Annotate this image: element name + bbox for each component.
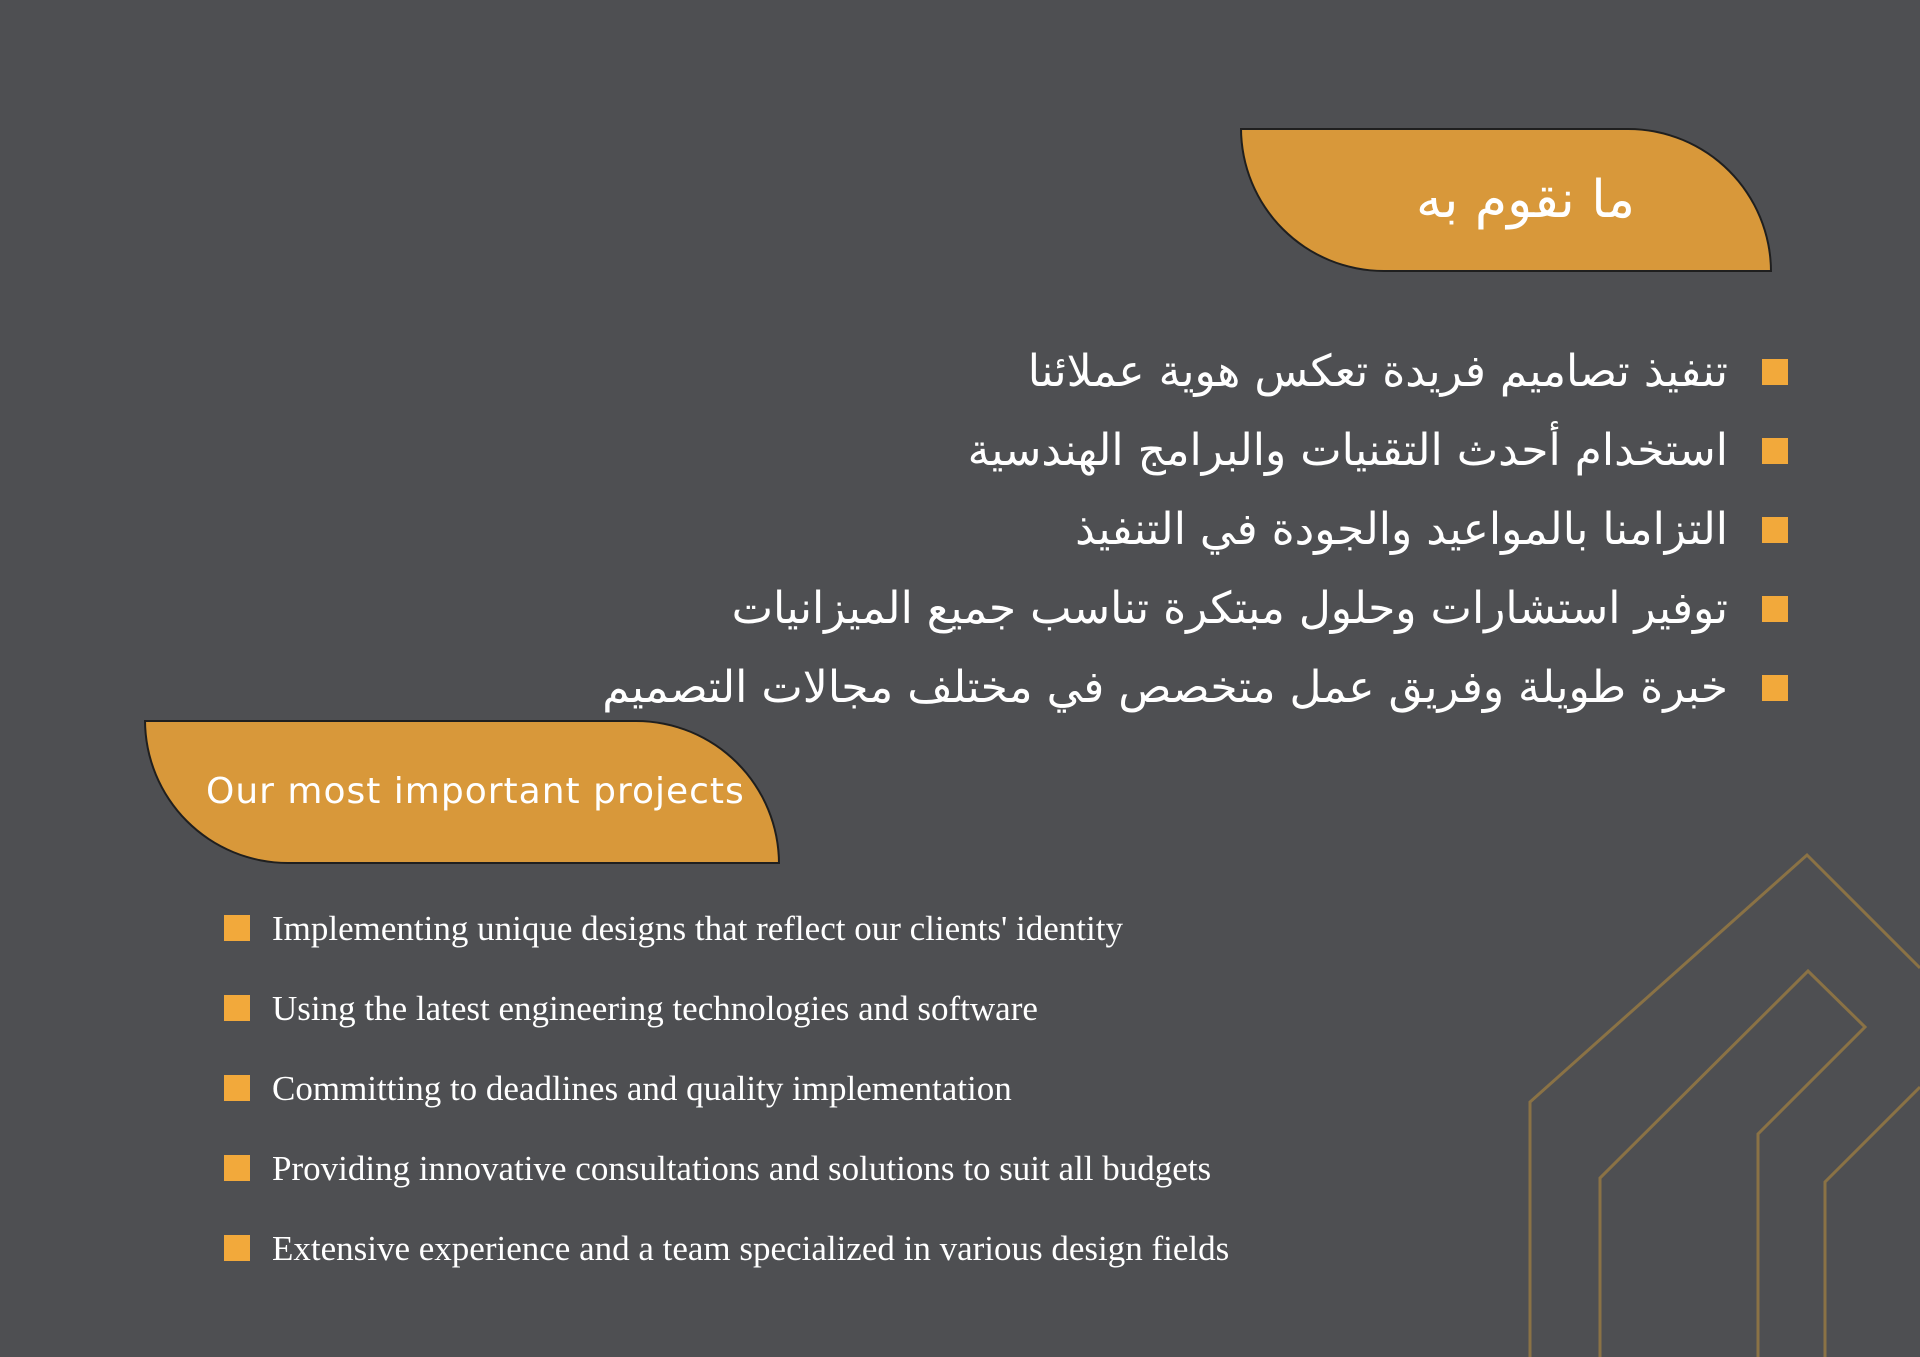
list-item	[224, 968, 1229, 1048]
square-bullet-icon	[1762, 517, 1788, 543]
square-bullet-icon	[224, 995, 250, 1021]
list-item	[224, 1128, 1229, 1208]
list-item	[224, 1208, 1229, 1288]
square-bullet-icon	[224, 1235, 250, 1261]
list-item	[602, 490, 1788, 569]
english-section-title: Our most important projects	[206, 771, 745, 812]
list-item-text: Committing to deadlines and quality implementation	[272, 1068, 1012, 1108]
list-item-text: التزامنا بالمواعيد والجودة في التنفيذ	[1075, 503, 1728, 555]
square-bullet-icon	[1762, 359, 1788, 385]
list-item	[602, 411, 1788, 490]
list-item-text: توفير استشارات وحلول مبتكرة تناسب جميع الميزانيات	[731, 582, 1728, 634]
list-item	[602, 648, 1788, 727]
english-section-header	[144, 720, 780, 864]
list-item	[224, 1048, 1229, 1128]
list-item-text: Extensive experience and a team specialized in various design fields	[272, 1228, 1230, 1268]
square-bullet-icon	[224, 1155, 250, 1181]
square-bullet-icon	[1762, 596, 1788, 622]
list-item-text: Implementing unique designs that reflect our clients' identity	[272, 908, 1123, 948]
square-bullet-icon	[1762, 438, 1788, 464]
list-item	[224, 888, 1229, 968]
english-services-list	[224, 888, 1229, 1288]
list-item-text: استخدام أحدث التقنيات والبرامج الهندسية	[967, 424, 1728, 476]
arabic-section-title: ما نقوم به	[1416, 170, 1635, 230]
list-item	[602, 569, 1788, 648]
square-bullet-icon	[1762, 675, 1788, 701]
list-item-text: Using the latest engineering technologies and software	[272, 988, 1038, 1028]
house-outline-icon	[1500, 830, 1920, 1357]
arabic-section-header	[1240, 128, 1772, 272]
square-bullet-icon	[224, 1075, 250, 1101]
square-bullet-icon	[224, 915, 250, 941]
list-item	[602, 332, 1788, 411]
list-item-text: Providing innovative consultations and solutions to suit all budgets	[272, 1148, 1212, 1188]
list-item-text: خبرة طويلة وفريق عمل متخصص في مختلف مجالات التصميم	[602, 661, 1728, 713]
list-item-text: تنفيذ تصاميم فريدة تعكس هوية عملائنا	[1027, 345, 1728, 397]
arabic-services-list	[602, 332, 1788, 727]
